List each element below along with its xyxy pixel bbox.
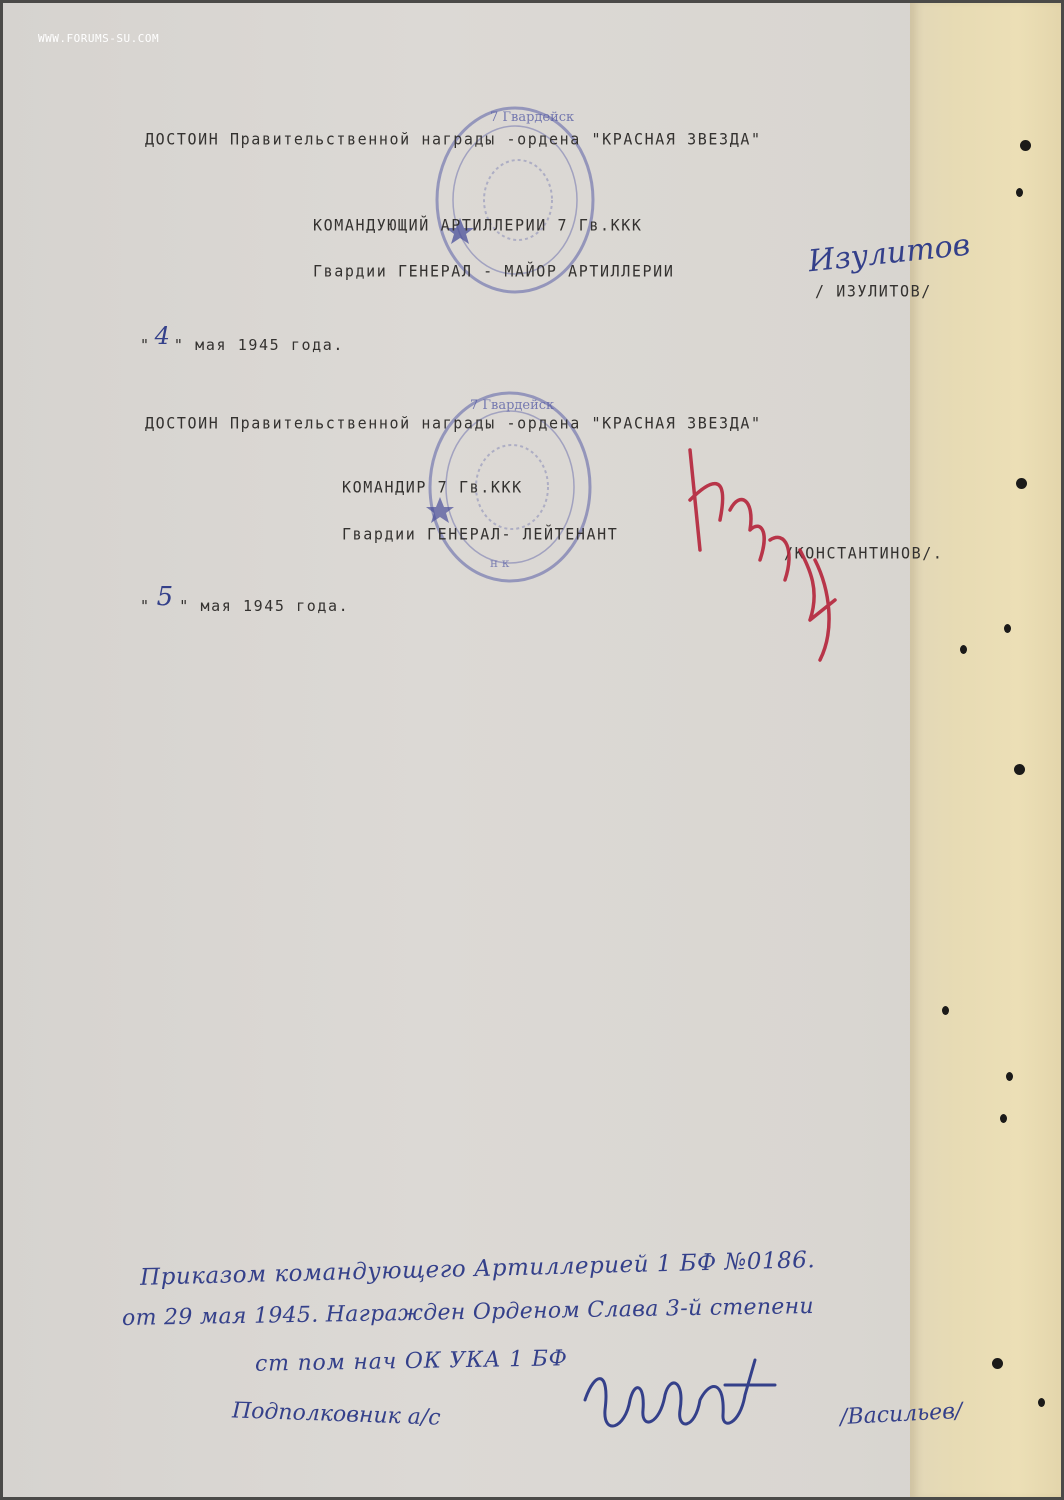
block2-date-line [140,582,350,618]
binding-hole [1014,764,1025,775]
block1-signature: Изулитов [806,227,972,280]
yellowed-margin-strip [910,0,1064,1500]
block1-rank-line: Гвардии ГЕНЕРАЛ - МАЙОР АРТИЛЛЕРИИ [313,261,675,281]
red-signature [660,430,860,680]
block2-date-rest: " мая 1945 года. [179,597,350,615]
block2-name: /КОНСТАНТИНОВ/. [784,543,944,563]
note-line-2: от 29 мая 1945. Награжден Орденом Слава 3-й степени [121,1293,815,1332]
binding-hole [1038,1398,1045,1407]
block2-date-quote: " [140,597,151,615]
stamp-1-text-top: 7 Гвардейск [490,110,575,125]
binding-hole [1020,140,1031,151]
note-line-4-left: Подполковник а/с [231,1398,441,1431]
binding-hole [960,645,967,654]
note-line-1: Приказом командующего Артиллерией 1 БФ №0186. [139,1247,816,1291]
binding-hole [1016,188,1023,197]
binding-hole [1016,478,1027,489]
note-line-3: ст пом нач ОК УКА 1 БФ [254,1346,568,1377]
block1-date-line [140,322,345,356]
block1-date-rest: " мая 1945 года. [173,336,345,354]
binding-hole [1000,1114,1007,1123]
binding-hole [992,1358,1003,1369]
block2-date-day: 5 [156,582,174,612]
stamp-2-text-top: 7 Гвардейск [470,398,555,413]
block1-position-line: КОМАНДУЮЩИЙ АРТИЛЛЕРИИ 7 Гв.ККК [313,215,643,235]
watermark: WWW.FORUMS-SU.COM [38,32,160,45]
binding-hole [1006,1072,1013,1081]
binding-hole [942,1006,949,1015]
note-line-4-right: /Васильев/ [839,1398,963,1431]
stamp-2-text-bottom: н к [490,556,510,570]
block2-rank-line: Гвардии ГЕНЕРАЛ- ЛЕЙТЕНАНТ [342,524,619,544]
block2-award-line: ДОСТОИН Правительственной награды -ордена "КРАСНАЯ ЗВЕЗДА" [145,413,762,433]
block1-date-day: 4 [154,322,170,350]
block1-award-line: ДОСТОИН Правительственной награды -ордена "КРАСНАЯ ЗВЕЗДА" [145,129,762,149]
block1-date-quote: " [140,336,151,354]
blue-signature [575,1340,795,1450]
block2-position-line: КОМАНДИР 7 Гв.ККК [342,477,523,497]
binding-hole [1004,624,1011,633]
block1-name: / ИЗУЛИТОВ/ [815,281,932,301]
